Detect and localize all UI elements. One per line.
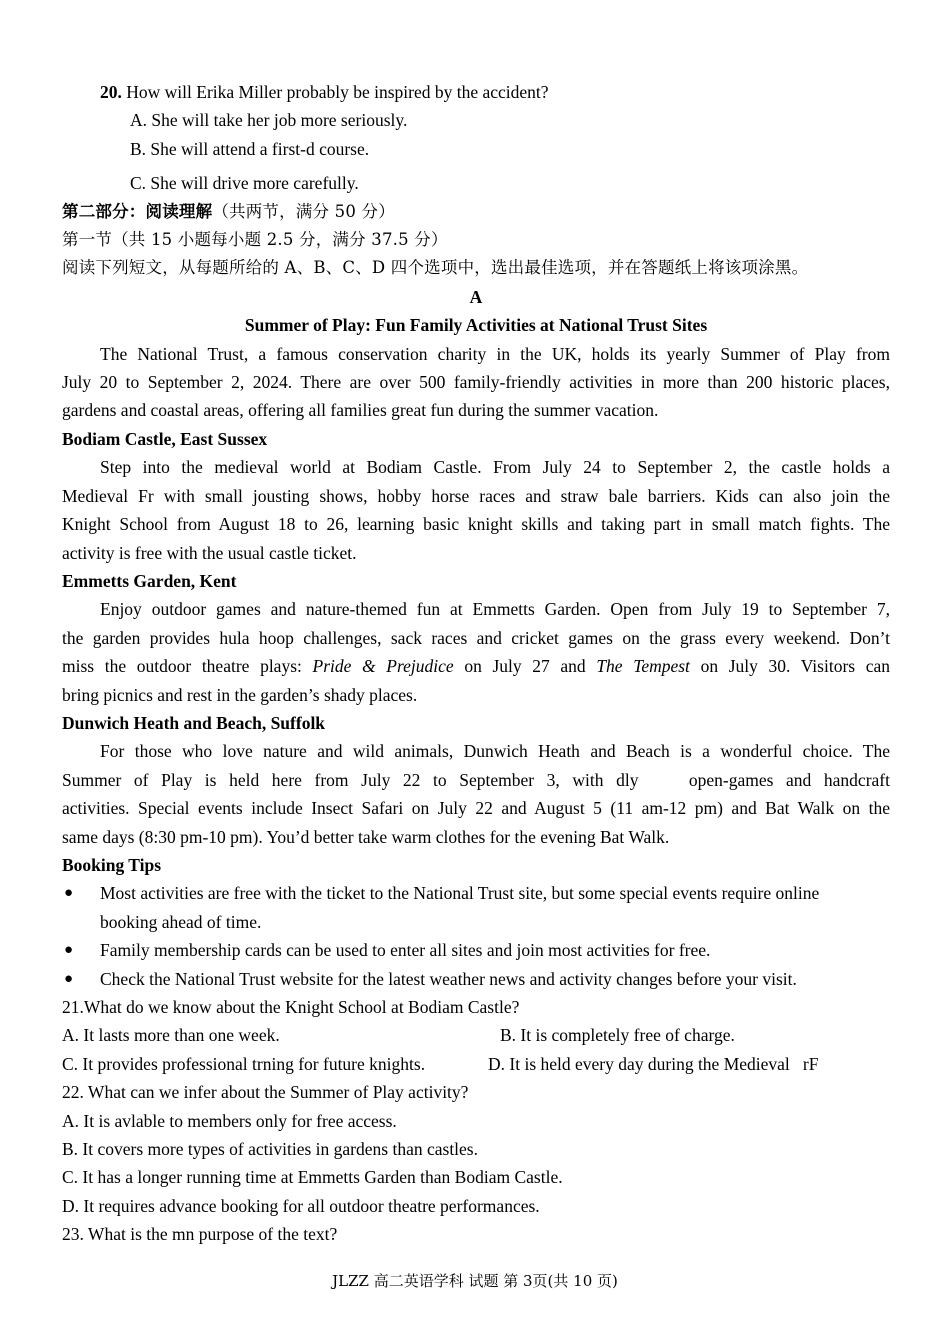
q21-option-c: C. It provides professional trning for future knights.	[62, 1053, 426, 1074]
q20-option-b: B. She will attend a first-d course.	[130, 138, 370, 159]
emmetts-line: the garden provides hula hoop challenges, sack races and cricket games on the grass every weekend. Don’t	[62, 627, 890, 648]
section-heading-bodiam: Bodiam Castle, East Sussex	[62, 428, 268, 449]
dunwich-paragraph	[62, 737, 890, 851]
question-number: 20.	[100, 82, 122, 102]
exam-page	[62, 78, 890, 1249]
tip-line: booking ahead of time.	[100, 911, 262, 932]
q20-option-c: C. She will drive more carefully.	[130, 173, 359, 194]
q21-options-row1	[62, 1021, 890, 1049]
emmetts-line-plays	[62, 652, 890, 680]
tip-line: Most activities are free with the ticket to the National Trust site, but some special events require online	[100, 883, 820, 904]
intro-line: gardens and coastal areas, offering all families great fun during the summer vacation.	[62, 400, 659, 421]
booking-tip	[62, 879, 890, 936]
intro-paragraph	[62, 340, 890, 425]
question-22-stem: 22. What can we infer about the Summer of Play activity?	[62, 1082, 469, 1103]
q22-option-c: C. It has a longer running time at Emmetts Garden than Bodiam Castle.	[62, 1167, 563, 1188]
bodiam-paragraph	[62, 453, 890, 567]
bodiam-line: Knight School from August 18 to 26, learning basic knight skills and taking part in small match fights. The	[62, 514, 890, 535]
dunwich-line: Summer of Play is held here from July 22 to September 3, with dly open-games and handcraft	[62, 769, 890, 790]
q21-option-d: D. It is held every day during the Medieval rF	[488, 1053, 819, 1074]
bullet-icon: ●	[64, 942, 74, 959]
dunwich-line: activities. Special events include Insect Safari on July 22 and August 5 (11 am-12 pm) and Bat Walk on the	[62, 798, 890, 819]
q21-options-row2	[62, 1050, 890, 1078]
q21-option-a: A. It lasts more than one week.	[62, 1025, 280, 1046]
page-footer: JLZZ 高二英语学科 试题 第 3页(共 10 页)	[332, 1272, 618, 1290]
play-date-1: on July 27 and	[464, 656, 586, 677]
booking-tips-heading: Booking Tips	[62, 854, 162, 875]
question-21-stem: 21.What do we know about the Knight School at Bodiam Castle?	[62, 997, 520, 1017]
question-20-stem	[62, 78, 890, 106]
tip-line: Family membership cards can be used to enter all sites and join most activities for free.	[100, 940, 711, 961]
question-23-stem: 23. What is the mn purpose of the text?	[62, 1224, 338, 1245]
booking-tip	[62, 965, 890, 993]
intro-line: The National Trust, a famous conservation charity in the UK, holds its yearly Summer of Play from	[100, 343, 890, 364]
section-heading-dunwich: Dunwich Heath and Beach, Suffolk	[62, 712, 326, 733]
q21-option-b: B. It is completely free of charge.	[500, 1025, 735, 1046]
plays-lead: miss the outdoor theatre plays:	[62, 656, 302, 677]
instruction-text: 阅读下列短文，从每题所给的 A、B、C、D 四个选项中，选出最佳选项，并在答题纸上将该项涂黑。	[62, 258, 809, 278]
dunwich-line: same days (8:30 pm-10 pm). You’d better take warm clothes for the evening Bat Walk.	[62, 826, 670, 847]
passage-label: A	[469, 286, 483, 307]
part2-title-text: 第二部分：阅读理解	[62, 201, 213, 221]
part2-title	[62, 198, 890, 226]
q22-option-b: B. It covers more types of activities in gardens than castles.	[62, 1139, 478, 1160]
intro-line: July 20 to September 2, 2024. There are over 500 family-friendly activities in more than 200 historic places,	[62, 372, 890, 393]
play-title-2: The Tempest	[596, 656, 690, 677]
section-heading-emmetts: Emmetts Garden, Kent	[62, 570, 237, 591]
q22-option-d: D. It requires advance booking for all outdoor theatre performances.	[62, 1195, 540, 1216]
bullet-icon: ●	[64, 885, 74, 902]
tip-line: Check the National Trust website for the latest weather news and activity changes before your visit.	[100, 968, 797, 989]
bodiam-line: Medieval Fr with small jousting shows, hobby horse races and straw bale barriers. Kids can also join the	[62, 485, 890, 506]
question-text: How will Erika Miller probably be inspired by the accident?	[126, 82, 549, 102]
dunwich-line: For those who love nature and wild animals, Dunwich Heath and Beach is a wonderful choice. The	[100, 741, 890, 762]
bodiam-line: activity is free with the usual castle ticket.	[62, 542, 357, 563]
booking-tip	[62, 936, 890, 964]
q22-option-a: A. It is avlable to members only for free access.	[62, 1110, 397, 1131]
emmetts-line: Enjoy outdoor games and nature-themed fun at Emmetts Garden. Open from July 19 to September 7,	[100, 599, 890, 620]
emmetts-paragraph	[62, 595, 890, 709]
emmetts-line: bring picnics and rest in the garden’s shady places.	[62, 684, 418, 705]
bodiam-line: Step into the medieval world at Bodiam Castle. From July 24 to September 2, the castle holds a	[100, 457, 890, 478]
play-date-2: on July 30. Visitors can	[700, 656, 890, 677]
part2-title-note: （共两节，满分 50 分）	[212, 201, 395, 221]
q20-option-a: A. She will take her job more seriously.	[130, 110, 408, 131]
play-title-1: Pride & Prejudice	[312, 656, 454, 677]
section1-title: 第一节（共 15 小题每小题 2.5 分，满分 37.5 分）	[62, 230, 448, 250]
bullet-icon: ●	[64, 970, 74, 987]
passage-title: Summer of Play: Fun Family Activities at National Trust Sites	[244, 315, 708, 336]
